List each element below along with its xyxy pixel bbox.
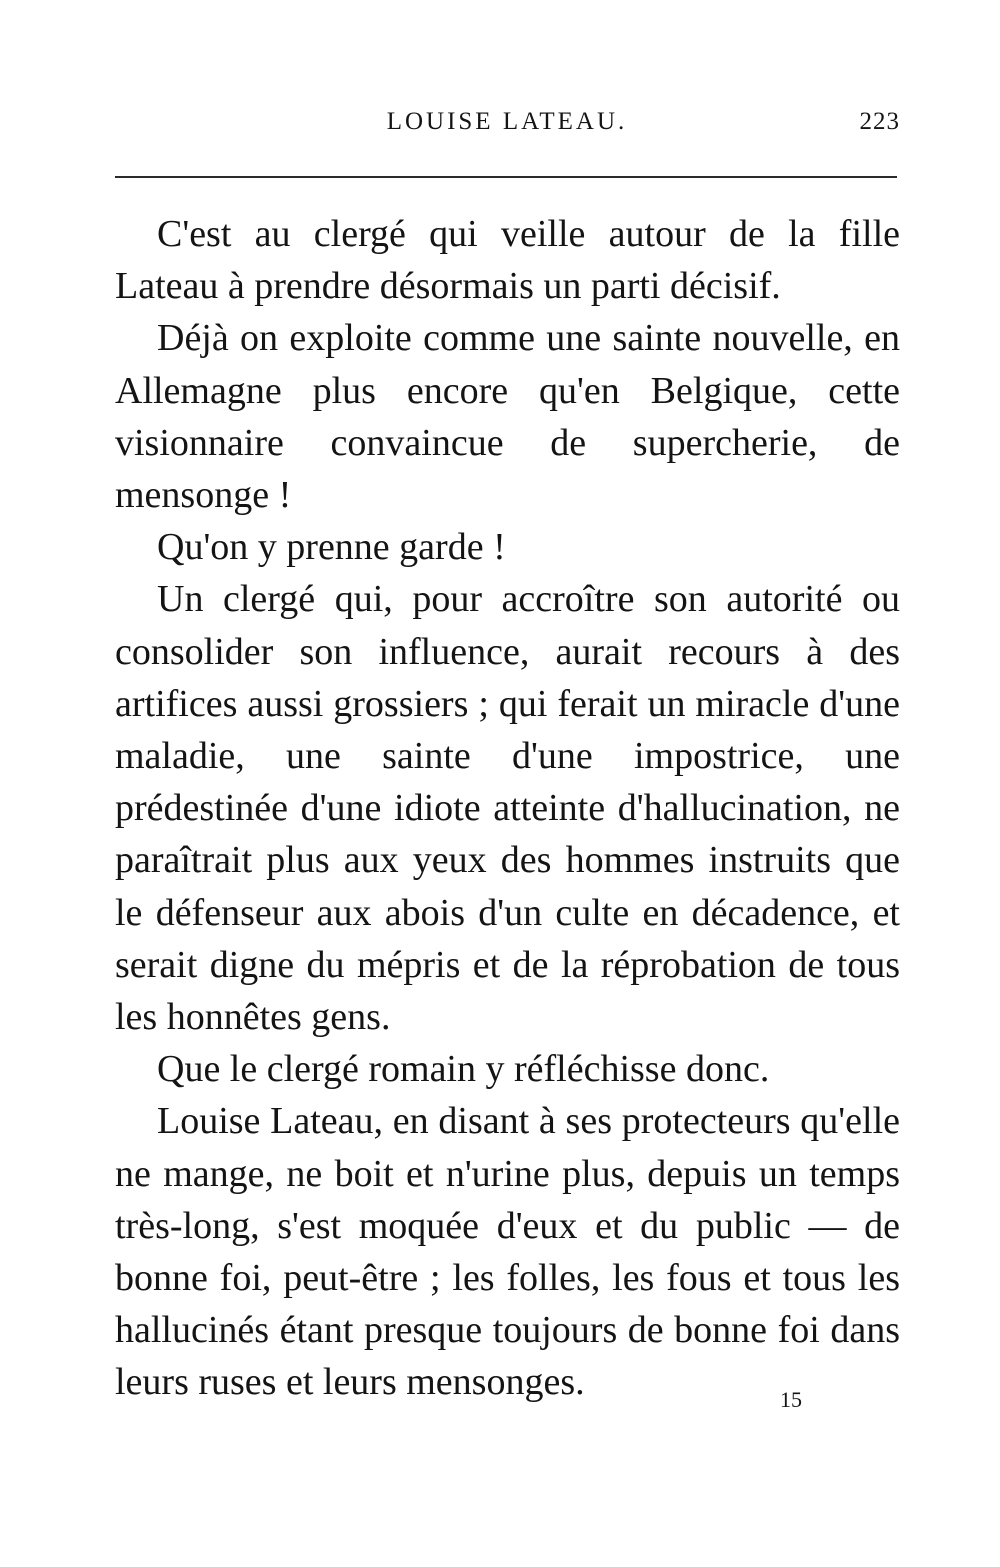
paragraph: Qu'on y prenne garde ! <box>157 526 506 569</box>
paragraph: Un clergé qui, pour accroître son autorité ou consolider son influence, aurait recours à des artifices aussi grossiers ; qui ferait un miracle d'une maladie, une sainte d'une impostrice, une prédestinée d'une idiote atteinte d'hallucination, ne paraîtrait plus aux yeux des hommes instruits que le défenseur aux abois d'un culte en décadence, et serait digne du mépris et de la réprobation de tous les honnêtes gens. <box>115 578 900 1039</box>
signature-mark: 15 <box>780 1387 802 1412</box>
page-number: 223 <box>859 108 900 135</box>
paragraph: Louise Lateau, en disant à ses protecteurs qu'elle ne mange, ne boit et n'urine plus, depuis un temps très-long, s'est moquée d'eux et du public — de bonne foi, peut-être ; les folles, les fous et tous les hallucinés étant presque toujours de bonne foi dans leurs ruses et leurs mensonges. <box>115 1100 900 1404</box>
running-head <box>112 105 902 139</box>
paragraph: Que le clergé romain y réfléchisse donc. <box>157 1048 770 1091</box>
header-rule <box>115 176 897 178</box>
paragraph: Déjà on exploite comme une sainte nouvelle, en Allemagne plus encore qu'en Belgique, cette visionnaire convaincue de supercherie, de mensonge ! <box>115 317 900 517</box>
body-text <box>115 208 900 1409</box>
paragraph: C'est au clergé qui veille autour de la fille Lateau à prendre désormais un parti décisif. <box>115 213 900 308</box>
running-title: LOUISE LATEAU. <box>386 108 628 135</box>
